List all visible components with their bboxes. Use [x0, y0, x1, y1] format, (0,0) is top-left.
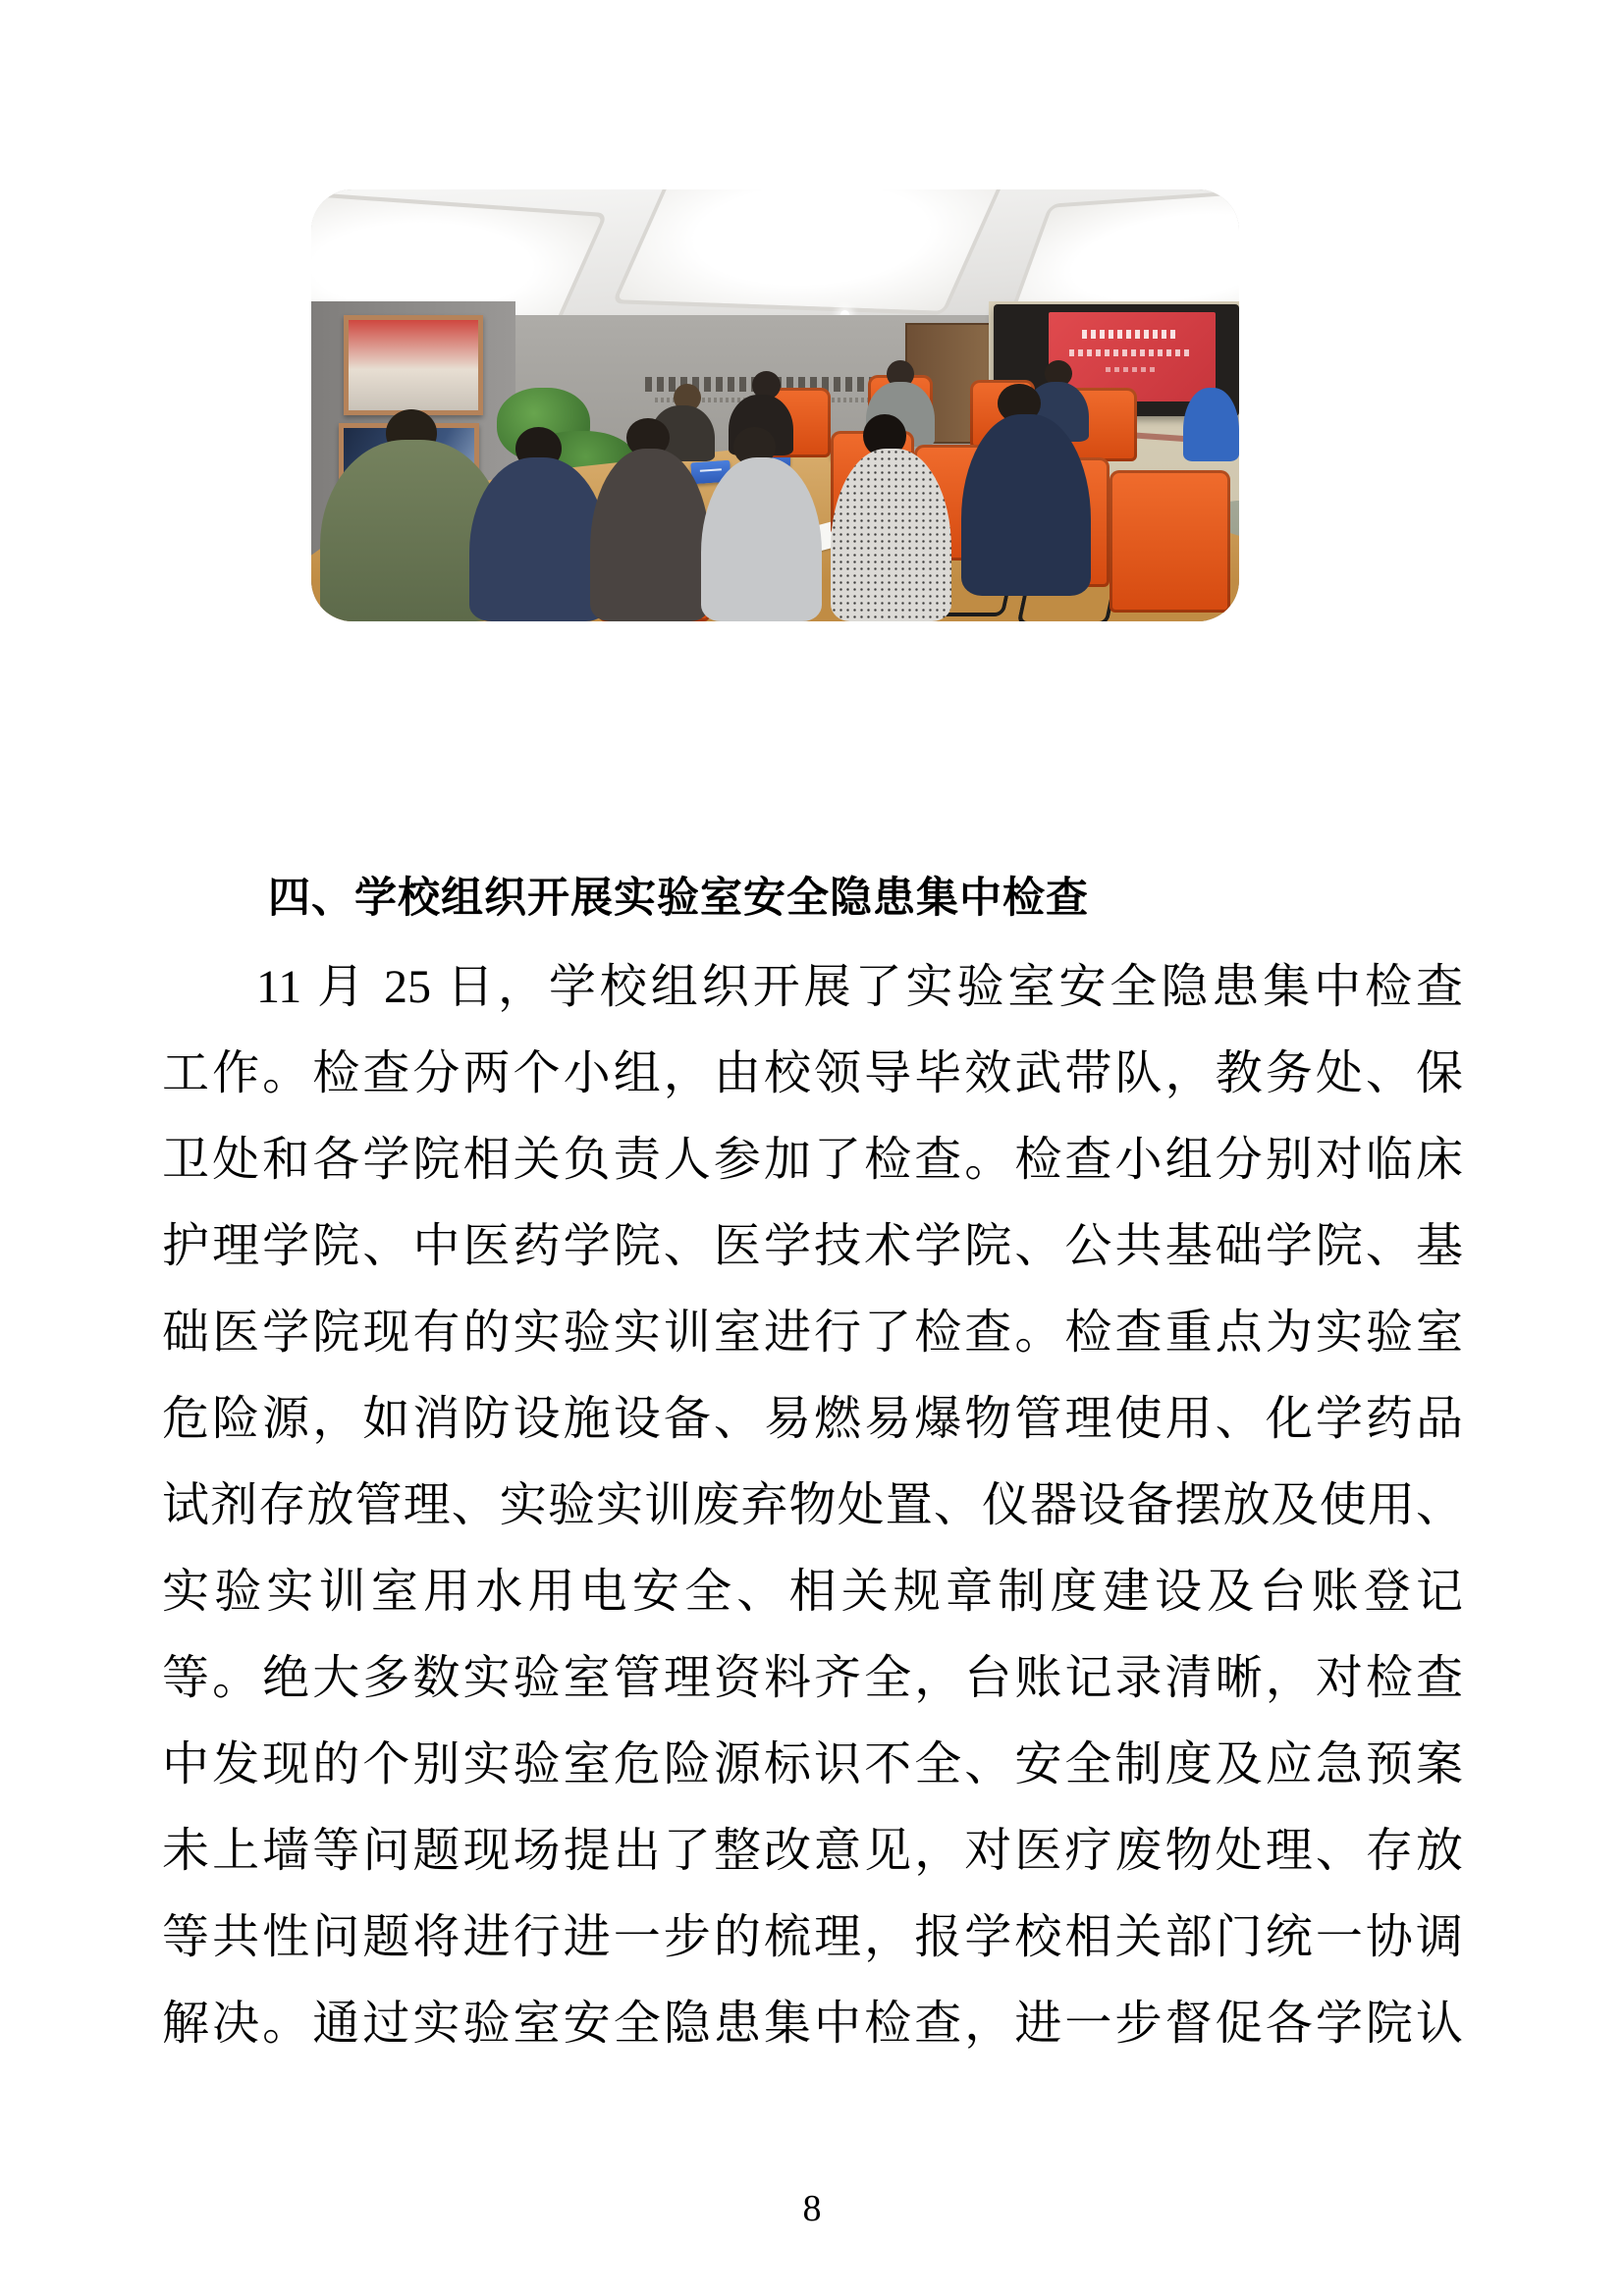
person-body: [590, 449, 711, 621]
page-number: 8: [802, 2188, 822, 2229]
section-heading: 四、学校组织开展实验室安全隐患集中检查: [268, 874, 1089, 922]
paragraph-line: 中发现的个别实验室危险源标识不全、安全制度及应急预案: [162, 1738, 1463, 1790]
photo-framed-picture: [344, 315, 483, 415]
person-body: [469, 457, 609, 621]
paragraph-line: 工作。检查分两个小组，由校领导毕效武带队，教务处、保: [162, 1047, 1463, 1099]
slide-text-line: [1069, 349, 1193, 355]
paragraph-line: 危险源，如消防设施设备、易燃易爆物管理使用、化学药品: [162, 1393, 1463, 1445]
paragraph-line: 等共性问题将进行进一步的梳理，报学校相关部门统一协调: [162, 1911, 1463, 1963]
paragraph-line: 11 月 25 日，学校组织开展了实验室安全隐患集中检查: [256, 961, 1463, 1013]
paragraph-line: 等。绝大多数实验室管理资料齐全，台账记录清晰，对检查: [162, 1652, 1463, 1704]
paragraph-line: 护理学院、中医药学院、医学技术学院、公共基础学院、基: [162, 1220, 1463, 1272]
meeting-photo: [311, 189, 1239, 621]
body-paragraph: [162, 944, 1463, 2067]
paragraph-line: 卫处和各学院相关负责人参加了检查。检查小组分别对临床: [162, 1134, 1463, 1186]
paragraph-line: 未上墙等问题现场提出了整改意见，对医疗废物处理、存放: [162, 1825, 1463, 1877]
person-body: [831, 449, 951, 621]
slide-text-line: [1106, 367, 1156, 372]
person-body: [961, 414, 1091, 596]
person-body: [701, 457, 822, 621]
person-body: [1183, 388, 1239, 461]
slide-title-line: [1082, 330, 1179, 338]
chair-back: [1110, 470, 1230, 613]
photo-ceiling-panel: [612, 189, 1011, 315]
paragraph-line: 础医学院现有的实验实训室进行了检查。检查重点为实验室: [162, 1307, 1463, 1359]
paragraph-line: 试剂存放管理、实验实训废弃物处置、仪器设备摆放及使用、: [162, 1479, 1463, 1531]
paragraph-line: 解决。通过实验室安全隐患集中检查，进一步督促各学院认: [162, 1998, 1463, 2050]
paragraph-line: 实验实训室用水用电安全、相关规章制度建设及台账登记: [162, 1566, 1463, 1618]
